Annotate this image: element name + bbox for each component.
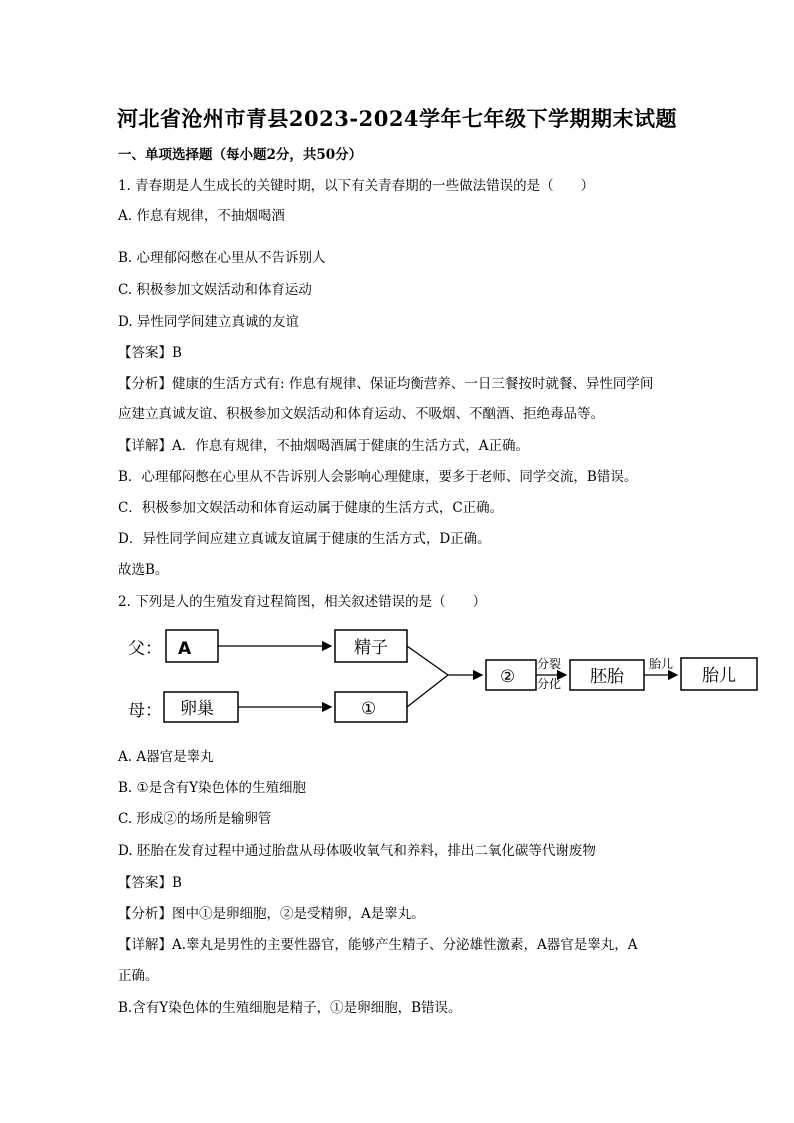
question-2-detail-a: 【详解】A.睾丸是男性的主要性器官，能够产生精子、分泌雄性激素，A器官是睾丸，A (118, 937, 638, 953)
question-1-stem: 1. 青春期是人生成长的关键时期，以下有关青春期的一些做法错误的是（ ） (118, 178, 595, 194)
question-2-option-b: B. ①是含有Y染色体的生殖细胞 (118, 780, 307, 796)
box-sperm-label: 精子 (354, 638, 388, 658)
box-2-label: ② (500, 667, 516, 687)
box-a-frame (166, 630, 218, 662)
question-1-answer: 【答案】B (118, 345, 182, 361)
question-1-detail-b: B．心理郁闷憋在心里从不告诉别人会影响心理健康，要多于老师、同学交流，B错误。 (118, 469, 638, 485)
box-a-label: A (178, 639, 192, 659)
box-ovary-label: 卵巢 (180, 699, 214, 719)
reproduction-diagram (118, 620, 763, 730)
question-2-option-c: C. 形成②的场所是输卵管 (118, 811, 272, 827)
page-title: 河北省沧州市青县2023-2024学年七年级下学期期末试题 (116, 106, 678, 131)
section-heading: 一、单项选择题（每小题2分，共50分） (118, 147, 363, 163)
arrow-label-differentiate: 分化 (537, 677, 562, 691)
question-1-option-c: C. 积极参加文娱活动和体育运动 (118, 282, 312, 298)
question-1-analysis: 【分析】健康的生活方式有: 作息有规律、保证均衡营养、一日三餐按时就餐、异性同学间 (118, 376, 654, 392)
question-2-detail-a-cont: 正确。 (118, 968, 159, 984)
question-1-detail-a: 【详解】A．作息有规律，不抽烟喝酒属于健康的生活方式，A正确。 (118, 438, 529, 454)
question-1-option-b: B. 心理郁闷憋在心里从不告诉别人 (118, 250, 326, 266)
father-label: 父： (128, 639, 162, 659)
question-2-detail-b: B.含有Y染色体的生殖细胞是精子，①是卵细胞，B错误。 (118, 1000, 462, 1016)
question-1-conclusion: 故选B。 (118, 562, 169, 578)
question-1-option-a: A. 作息有规律，不抽烟喝酒 (118, 208, 285, 224)
question-2-answer: 【答案】B (118, 875, 182, 891)
merge-line-bottom (407, 675, 448, 707)
box-fetus-label: 胎儿 (702, 666, 736, 686)
question-2-stem: 2. 下列是人的生殖发育过程简图，相关叙述错误的是（ ） (118, 594, 487, 610)
mother-label: 母： (128, 701, 162, 721)
question-2-option-a: A. A器官是睾丸 (118, 749, 214, 765)
question-1-detail-c: C．积极参加文娱活动和体育运动属于健康的生活方式，C正确。 (118, 500, 504, 516)
question-1-analysis-cont: 应建立真诚友谊、积极参加文娱活动和体育运动、不吸烟、不酗酒、拒绝毒品等。 (118, 406, 604, 422)
question-1-option-d: D. 异性同学间建立真诚的友谊 (118, 314, 299, 330)
question-2-analysis: 【分析】图中①是卵细胞，②是受精卵，A是睾丸。 (118, 906, 425, 922)
merge-line-top (407, 646, 448, 675)
arrow-label-fetus: 胎儿 (649, 657, 674, 671)
question-1-detail-d: D．异性同学间应建立真诚友谊属于健康的生活方式，D正确。 (118, 531, 491, 547)
arrow-label-divide: 分裂 (537, 657, 562, 671)
box-embryo-label: 胚胎 (590, 667, 624, 687)
box-1-label: ① (361, 699, 377, 719)
question-2-option-d: D. 胚胎在发育过程中通过胎盘从母体吸收氧气和养料，排出二氧化碳等代谢废物 (118, 843, 596, 859)
